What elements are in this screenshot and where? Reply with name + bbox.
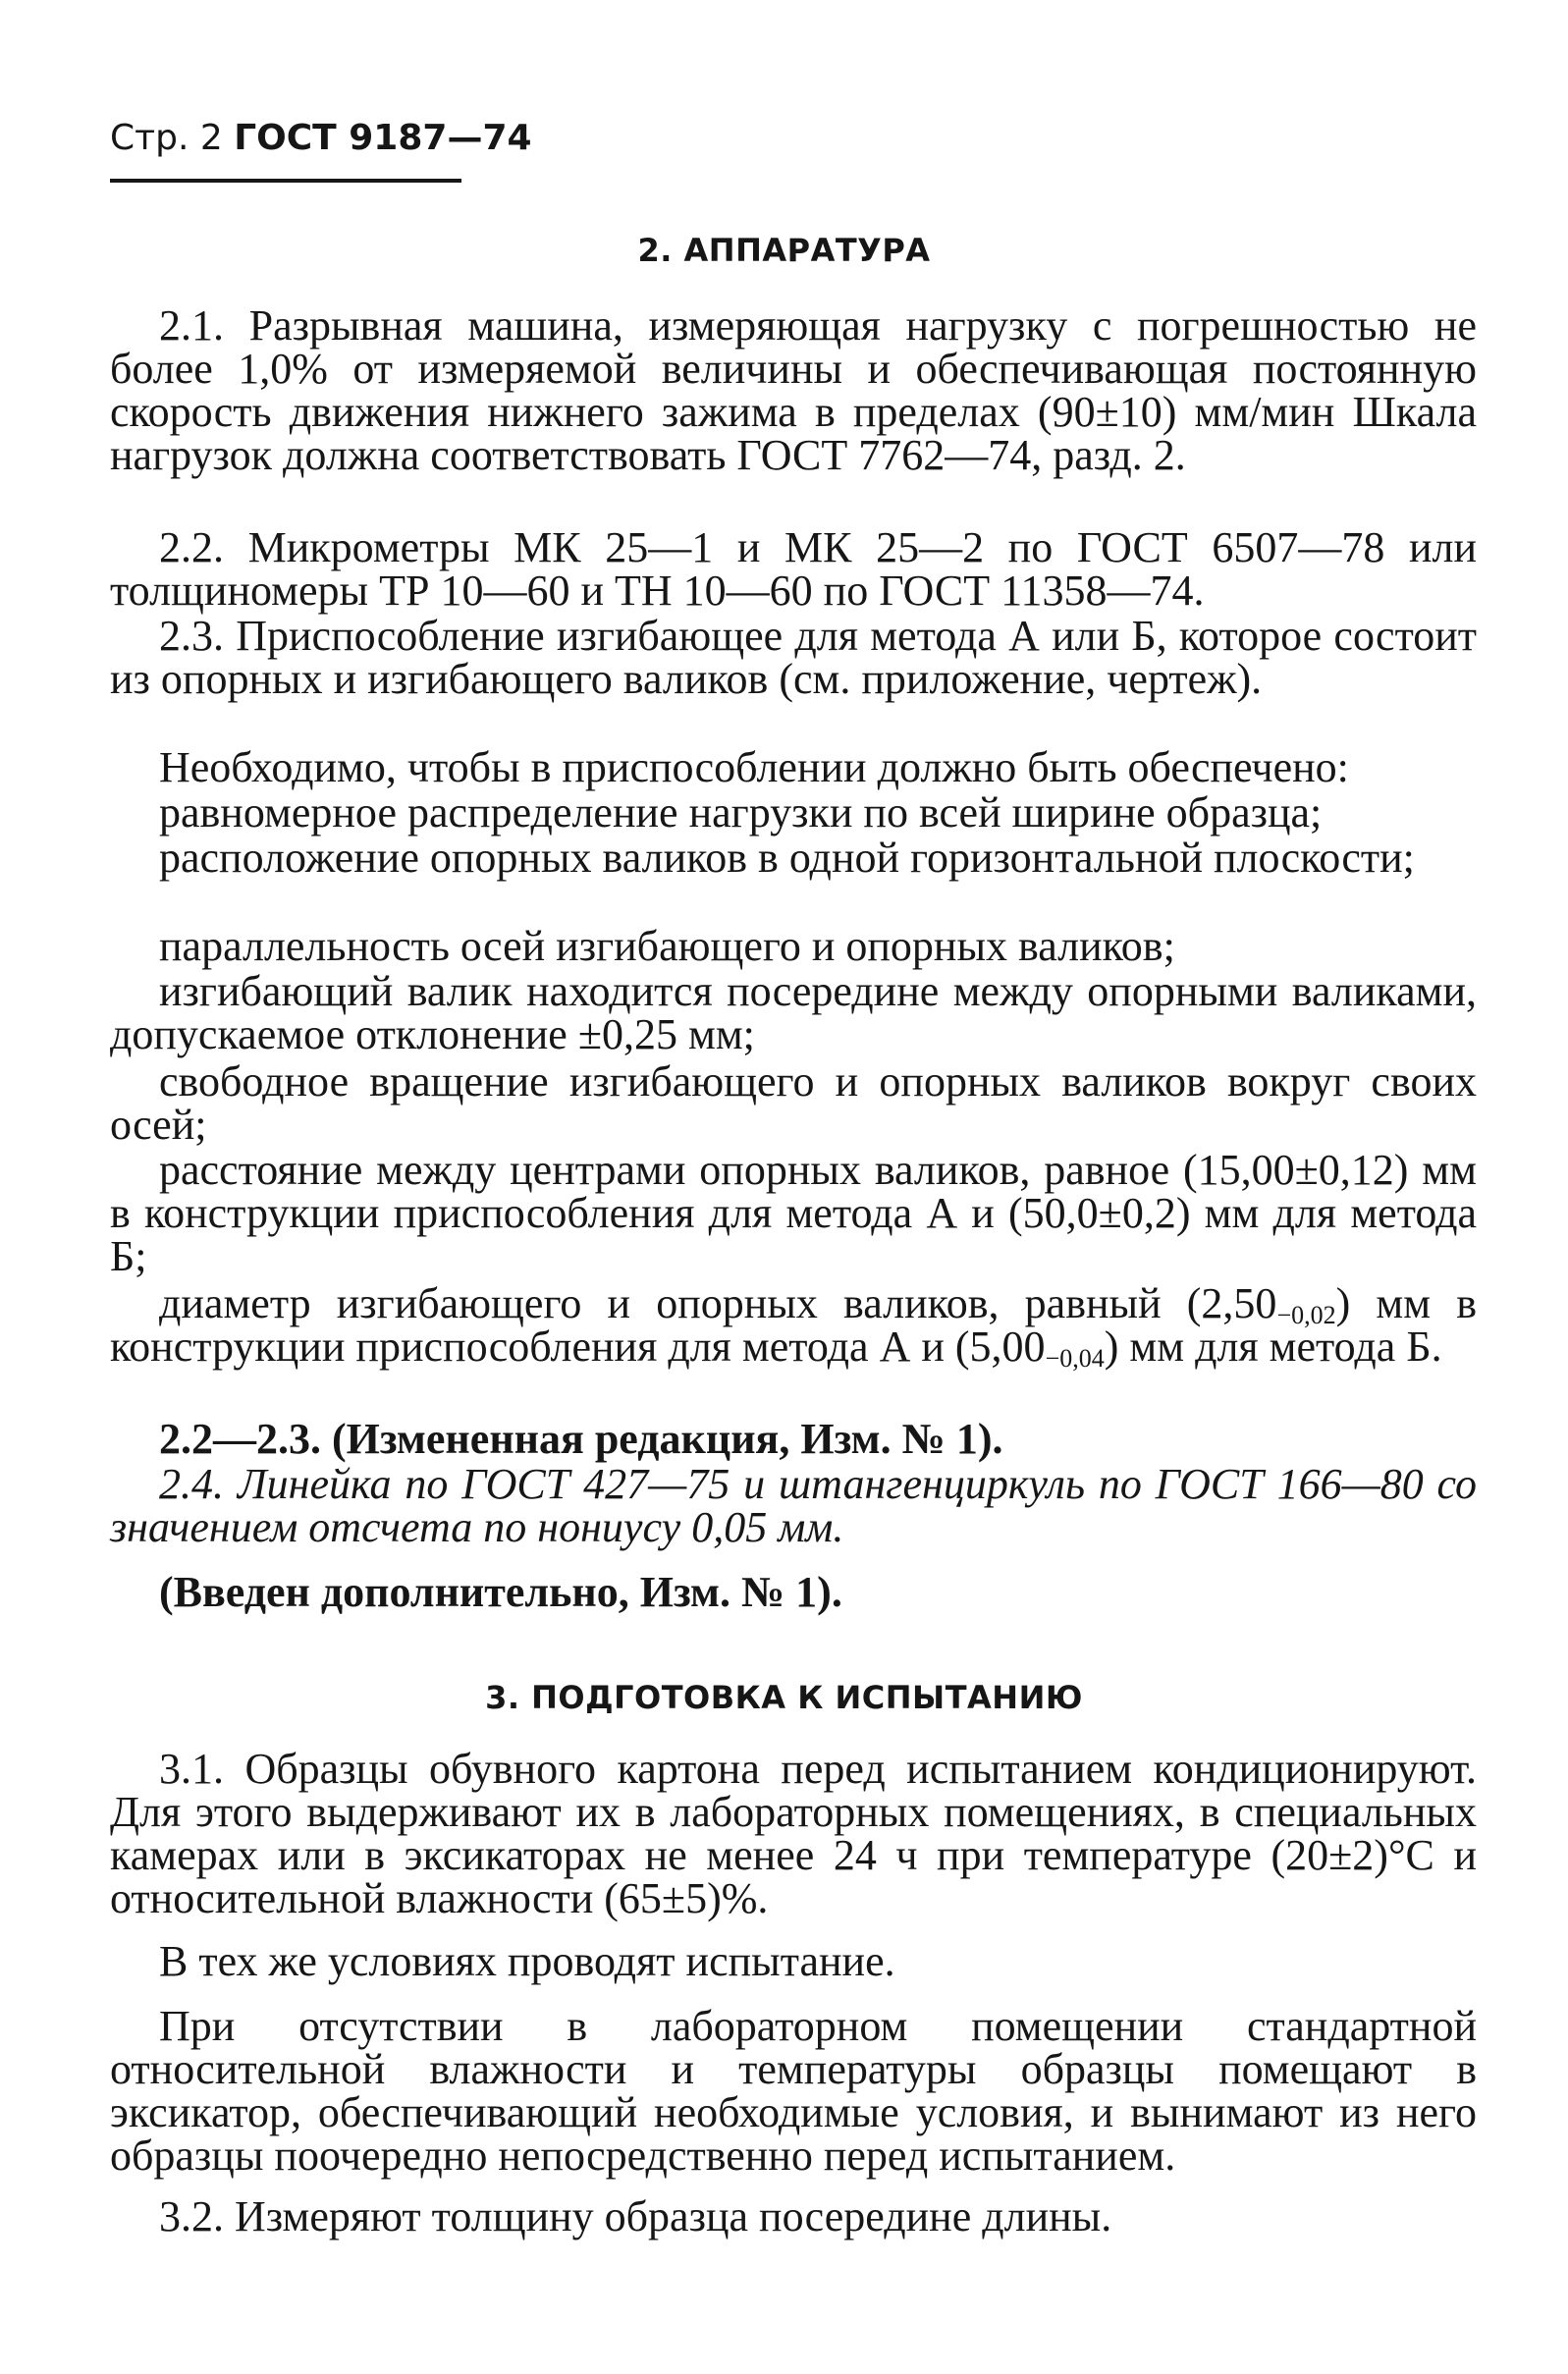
page-header: [110, 118, 532, 158]
paragraph-same-conditions: В тех же условиях проводят испытание.: [159, 1937, 895, 1985]
amendment-note: 2.2—2.3. (Измененная редакция, Изм. № 1).: [159, 1415, 1003, 1463]
standard-code: ГОСТ 9187—74: [234, 118, 532, 158]
section-3-heading: 3. ПОДГОТОВКА К ИСПЫТАНИЮ: [485, 1679, 1083, 1716]
requirement-item: равномерное распределение нагрузки по всей ширине образца;: [159, 788, 1323, 836]
clause-3-2: 3.2. Измеряют толщину образца посередине длины.: [159, 2192, 1112, 2240]
clause-2-3: 2.3. Приспособление изгибающее для метода А или Б, которое состоит из опорных и изгибающего валиков (см. приложение, чертеж).: [110, 612, 1477, 703]
amendment-note: (Введен дополнительно, Изм. № 1).: [159, 1568, 842, 1616]
requirement-item: свободное вращение изгибающего и опорных валиков вокруг своих осей;: [110, 1057, 1477, 1149]
clause-2-2: 2.2. Микрометры МК 25—1 и МК 25—2 по ГОСТ 6507—78 или толщиномеры ТР 10—60 и ТН 10—60 по ГОСТ 11358—74.: [110, 523, 1477, 615]
page-number: Стр. 2: [110, 118, 223, 158]
requirement-item: параллельность осей изгибающего и опорных валиков;: [159, 922, 1175, 970]
requirement-item-diameter: [110, 1279, 1477, 1373]
clause-3-1: 3.1. Образцы обувного картона перед испытанием кондиционируют. Для этого выдерживают их в лабораторных помещениях, в специальных камерах или в эксикаторах не менее 24 ч при температуре (20±2)°С и относительной влажности (65±5)%.: [110, 1745, 1477, 1922]
requirement-item: изгибающий валик находится посередине между опорными валиками, допускаемое отклонение ±0,25 мм;: [110, 967, 1477, 1058]
diameter-text-1: диаметр изгибающего и опорных валиков, равный (2,50: [159, 1279, 1277, 1327]
header-rule: [110, 179, 461, 183]
section-2-heading: 2. АППАРАТУРА: [637, 232, 931, 269]
clause-2-1: 2.1. Разрывная машина, измеряющая нагрузку с погрешностью не более 1,0% от измеряемой величины и обеспечивающая постоянную скорость движения нижнего зажима в пределах (90±10) мм/мин Шкала нагрузок должна соответствовать ГОСТ 7762—74, разд. 2.: [110, 301, 1477, 479]
requirement-item: расстояние между центрами опорных валиков, равное (15,00±0,12) мм в конструкции приспособления для метода А и (50,0±0,2) мм для метода Б;: [110, 1146, 1477, 1280]
diameter-text-2: ) мм в конструкции приспособления для метода А и (5,00: [110, 1279, 1477, 1371]
tolerance-subscript-a: −0,02: [1276, 1301, 1336, 1329]
diameter-text-3: ) мм для метода Б.: [1104, 1322, 1442, 1371]
requirements-intro: Необходимо, чтобы в приспособлении должно быть обеспечено:: [159, 743, 1349, 791]
paragraph-absent-humidity: При отсутствии в лабораторном помещении стандартной относительной влажности и температуры образцы помещают в эксикатор, обеспечивающий необходимые условия, и вынимают из него образцы поочередно непосредственно перед испытанием.: [110, 2002, 1477, 2180]
requirement-item: расположение опорных валиков в одной горизонтальной плоскости;: [159, 834, 1415, 882]
clause-2-4: 2.4. Линейка по ГОСТ 427—75 и штангенциркуль по ГОСТ 166—80 со значением отсчета по нониусу 0,05 мм.: [110, 1460, 1477, 1551]
tolerance-subscript-b: −0,04: [1045, 1344, 1105, 1373]
